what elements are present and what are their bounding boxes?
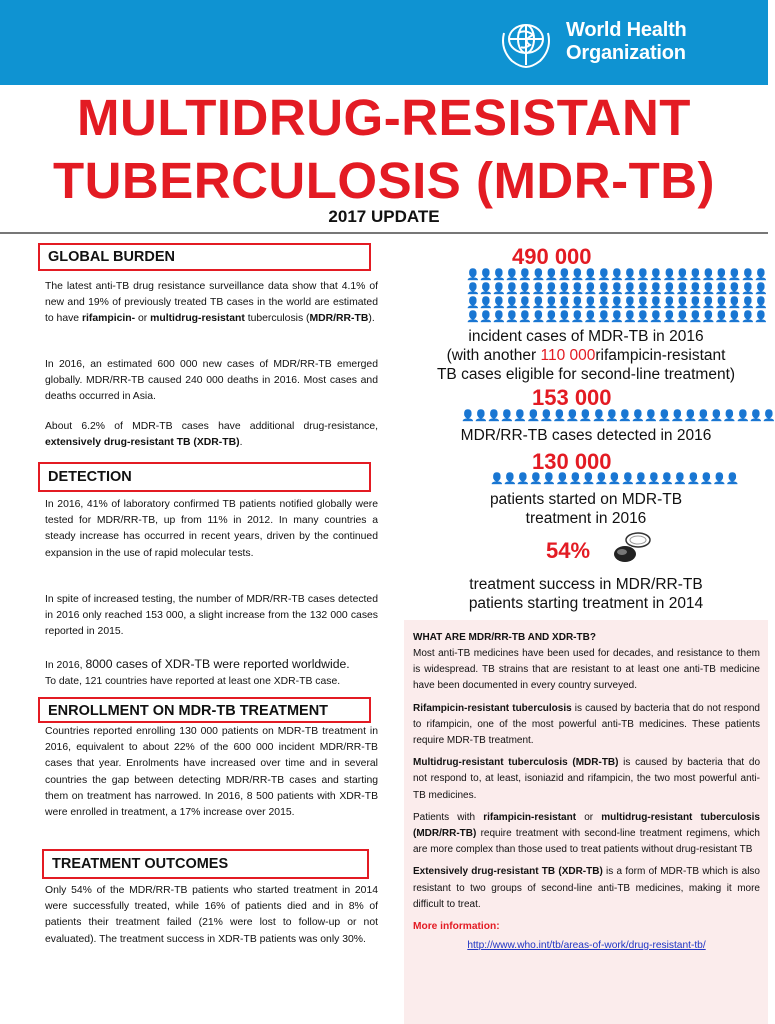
- treatment-success-number: 54%: [546, 538, 591, 563]
- success-line-2: patients starting treatment in 2014: [468, 595, 704, 612]
- text-run: The latest anti-TB drug resistance surveillance data show that 4.1% of new and 19% of previously treated TB cases in the world are estimated to have: [45, 281, 378, 325]
- sidebar-paragraph-3: [413, 755, 760, 804]
- incident-cases-caption: [404, 327, 768, 384]
- incident-people-row-4: 👤👤👤👤👤👤👤👤👤👤👤👤👤👤👤👤👤👤👤👤👤👤👤: [466, 311, 768, 323]
- who-name-line1: World Health: [566, 19, 687, 41]
- update-label: 2017 UPDATE: [328, 207, 440, 226]
- text-run: tuberculosis (: [244, 313, 310, 325]
- bold-run: MDR/RR-TB: [309, 313, 369, 325]
- sidebar-heading: WHAT ARE MDR/RR-TB AND XDR-TB?: [413, 632, 596, 643]
- incident-line-3: TB cases eligible for second-line treatment): [436, 366, 736, 383]
- incident-line-1: incident cases of MDR-TB in 2016: [468, 328, 704, 345]
- treatment-outcomes-paragraph: Only 54% of the MDR/RR-TB patients who started treatment in 2014 were successfully treated, while 16% of patients died and in 8% of patients their treatment failed (21% were lost to follow-up or not evaluated). The treatment success in XDR-TB patients was only 30%.: [45, 885, 378, 945]
- text-run: (with another: [446, 347, 541, 364]
- global-burden-paragraph-1: [45, 279, 378, 328]
- started-people-row: 👤👤👤👤👤👤👤👤👤👤👤👤👤👤👤👤👤👤👤: [490, 473, 739, 485]
- text-run: is caused by bacteria that do not respond to, at least, isoniazid and rifampicin, the two most powerful anti-TB medicines.: [413, 757, 760, 801]
- bold-run: Rifampicin-resistant tuberculosis: [413, 702, 572, 714]
- text-run: is caused by bacteria that do not respond to rifampicin, one of the most powerful anti-TB medicines. These patients require MDR-TB treatment.: [413, 702, 760, 747]
- detected-cases-number: 153 000: [532, 385, 612, 410]
- started-line-2: treatment in 2016: [525, 510, 647, 527]
- more-info-label: More information:: [413, 921, 500, 933]
- incident-cases-number: 490 000: [512, 244, 592, 269]
- incident-line-2: [404, 346, 768, 365]
- text-run: or: [576, 811, 602, 823]
- bold-run: rifampicin-: [81, 313, 136, 325]
- page-title-line2: TUBERCULOSIS (MDR-TB): [52, 152, 716, 209]
- detected-cases-caption: MDR/RR-TB cases detected in 2016: [460, 427, 712, 444]
- page-title-line1: MULTIDRUG-RESISTANT: [77, 89, 691, 146]
- text-run: rifampicin-resistant: [595, 347, 726, 364]
- started-treatment-caption: [404, 490, 768, 528]
- success-line-1: treatment success in MDR/RR-TB: [469, 576, 703, 593]
- text-run: Patients with: [413, 811, 484, 823]
- definitions-sidebar: [404, 620, 768, 1024]
- incident-people-row-1: 👤👤👤👤👤👤👤👤👤👤👤👤👤👤👤👤👤👤👤👤👤👤👤: [466, 269, 768, 281]
- text-run: About 6.2% of MDR-TB cases have additional drug-resistance,: [45, 421, 378, 432]
- title-divider: [0, 232, 768, 234]
- text-run: or: [135, 313, 151, 325]
- bold-run: Extensively drug-resistant TB (XDR-TB): [413, 866, 603, 878]
- detection-paragraph-2: In spite of increased testing, the number of MDR/RR-TB cases detected in 2016 only reached 153 000, a slight increase from the 132 000 cases reported in 2015.: [45, 594, 378, 638]
- text-run: To date, 121 countries have reported at least one XDR-TB case.: [45, 676, 341, 688]
- text-run: is a form of MDR-TB which is also resistant to two groups of second-line anti-TB medicines, making it more difficult to treat.: [413, 866, 760, 910]
- enrollment-heading: ENROLLMENT ON MDR-TB TREATMENT: [38, 697, 371, 723]
- detection-paragraph-1: In 2016, 41% of laboratory confirmed TB patients notified globally were tested for MDR/RR-TB, up from 11% in 2012. In many countries a steady increase has occurred in recent years, driven by the continued expansion in the use of rapid molecular tests.: [45, 499, 378, 559]
- who-name-line2: Organization: [566, 42, 686, 64]
- sidebar-paragraph-5: [413, 864, 760, 913]
- incident-people-row-2: 👤👤👤👤👤👤👤👤👤👤👤👤👤👤👤👤👤👤👤👤👤👤👤: [466, 283, 768, 295]
- more-info-link[interactable]: http://www.who.int/tb/areas-of-work/drug-resistant-tb/: [467, 940, 706, 952]
- highlight-number: 110 000: [540, 347, 596, 364]
- sidebar-paragraph-4: [413, 810, 760, 859]
- more-info-link-wrap: [413, 935, 760, 954]
- who-org-name: [566, 19, 687, 65]
- text-run: ).: [368, 313, 375, 325]
- incident-people-row-3: 👤👤👤👤👤👤👤👤👤👤👤👤👤👤👤👤👤👤👤👤👤👤👤: [466, 297, 768, 309]
- text-run: 8000 cases of XDR-TB were reported worldwide.: [85, 657, 350, 671]
- text-run: .: [239, 437, 243, 449]
- sidebar-paragraph-1: Most anti-TB medicines have been used for decades, and resistance to them is widespread. TB strains that are resistant to at least one anti-TB medicine have been documented in every country surveyed.: [413, 648, 760, 692]
- treatment-success-caption: [404, 575, 768, 613]
- treatment-outcomes-heading: TREATMENT OUTCOMES: [42, 849, 369, 879]
- global-burden-heading: GLOBAL BURDEN: [38, 243, 371, 271]
- global-burden-paragraph-3: [45, 419, 378, 451]
- started-line-1: patients started on MDR-TB: [489, 491, 683, 508]
- bold-run: rifampicin-resistant: [483, 811, 577, 823]
- bold-run: multidrug-resistant tuberculosis (MDR/RR-TB): [413, 811, 760, 840]
- sidebar-paragraph-2: [413, 701, 760, 750]
- text-run: In 2016,: [45, 660, 86, 671]
- text-run: require treatment with second-line treatment regimens, which are more complex than those used to treat patients without drug-resistant TB: [413, 828, 760, 856]
- bold-run: extensively drug-resistant TB (XDR-TB): [45, 437, 240, 449]
- detection-paragraph-3: [45, 656, 385, 690]
- started-treatment-number: 130 000: [532, 449, 612, 474]
- bold-run: multidrug-resistant: [150, 313, 245, 325]
- bold-run: Multidrug-resistant tuberculosis (MDR-TB): [413, 757, 619, 769]
- enrollment-paragraph: Countries reported enrolling 130 000 patients on MDR-TB treatment in 2016, equivalent to about 22% of the 600 000 incident MDR/RR-TB cases that year. Enrolments have increased over time and in several countries the gap between detecting MDR/RR-TB cases and starting them on treatment has narrowed. In 2016, 8 500 patients with XDR-TB were enrolled in treatment, a 17% increase over 2015.: [45, 726, 378, 819]
- pills-icon: [612, 530, 656, 566]
- detected-people-row: 👤👤👤👤👤👤👤👤👤👤👤👤👤👤👤👤👤👤👤👤👤👤👤👤: [461, 410, 775, 422]
- detection-heading: DETECTION: [38, 462, 371, 492]
- who-emblem-icon: [496, 13, 556, 73]
- global-burden-paragraph-2: In 2016, an estimated 600 000 new cases of MDR/RR-TB emerged globally. MDR/RR-TB caused 240 000 deaths in 2016. Most cases and deaths occurred in Asia.: [45, 359, 378, 403]
